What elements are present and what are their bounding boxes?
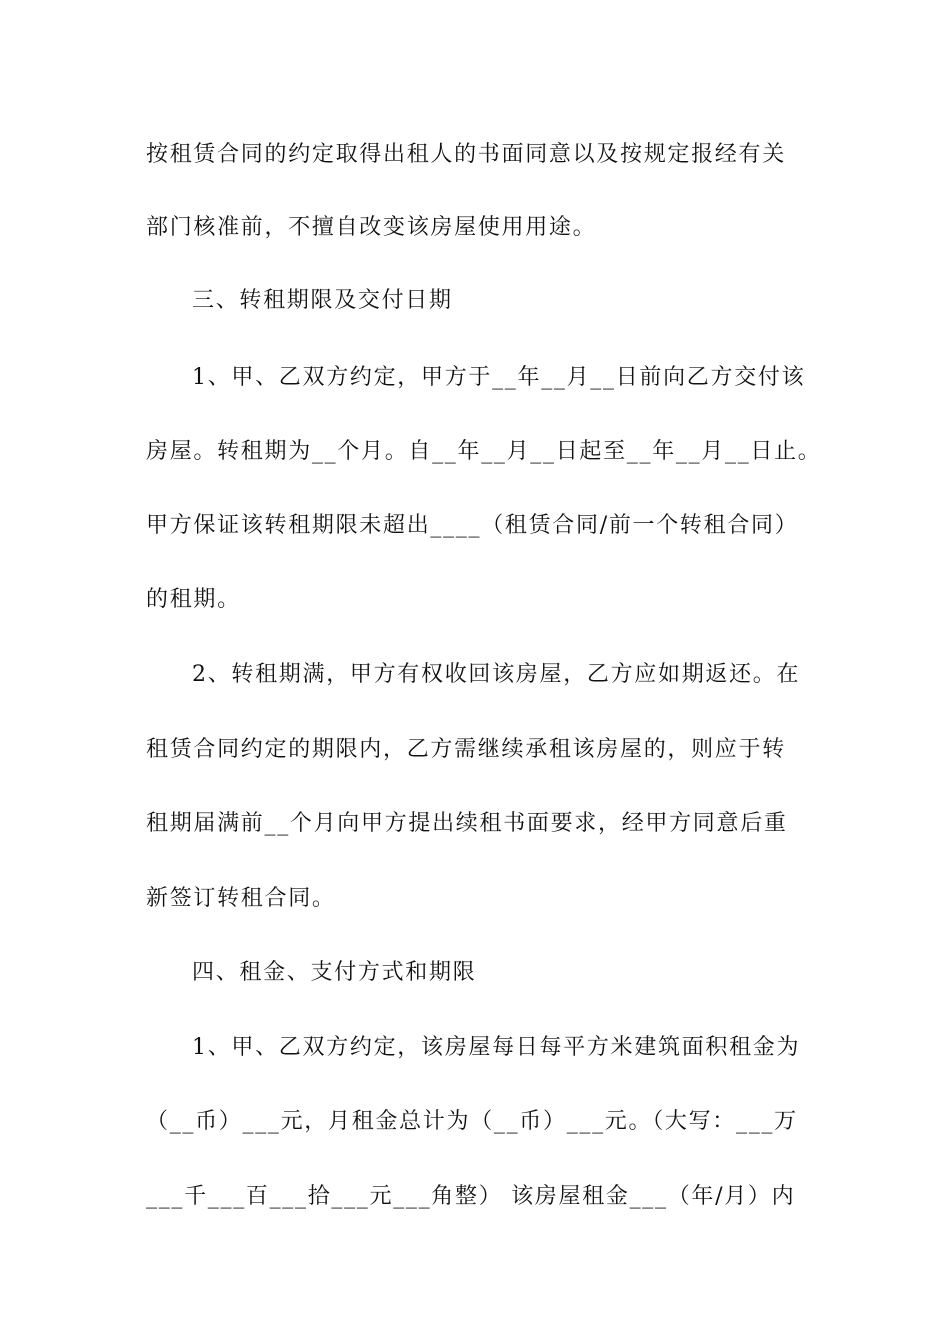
paragraph-line: ___千___百___拾___元___角整） 该房屋租金___（年/月）内 bbox=[146, 1184, 796, 1209]
paragraph-line: 2、转租期满，甲方有权收回该房屋，乙方应如期返还。在 bbox=[192, 662, 801, 687]
paragraph-line: 租赁合同约定的期限内，乙方需继续承租该房屋的，则应于转 bbox=[146, 737, 786, 762]
paragraph-line: 1、甲、乙双方约定，该房屋每日每平方米建筑面积租金为 bbox=[192, 1035, 801, 1060]
paragraph-line: （__币）___元，月租金总计为（__币）___元。（大写：___万 bbox=[146, 1109, 798, 1134]
paragraph-line: 甲方保证该转租期限未超出____（租赁合同/前一个转租合同） bbox=[146, 513, 799, 538]
paragraph-line: 部门核准前，不擅自改变该房屋使用用途。 bbox=[146, 215, 597, 240]
section-heading: 三、转租期限及交付日期 bbox=[192, 288, 453, 313]
paragraph-line: 房屋。转租期为__个月。自__年__月__日起至__年__月__日止。 bbox=[146, 439, 822, 464]
section-heading: 四、租金、支付方式和期限 bbox=[192, 960, 477, 985]
paragraph-line: 按租赁合同的约定取得出租人的书面同意以及按规定报经有关 bbox=[146, 142, 786, 167]
paragraph-line: 的租期。 bbox=[146, 587, 241, 612]
paragraph-line: 新签订转租合同。 bbox=[146, 886, 336, 911]
paragraph-line: 1、甲、乙双方约定，甲方于__年__月__日前向乙方交付该 bbox=[192, 365, 806, 390]
paragraph-line: 租期届满前__个月向甲方提出续租书面要求，经甲方同意后重 bbox=[146, 811, 788, 836]
